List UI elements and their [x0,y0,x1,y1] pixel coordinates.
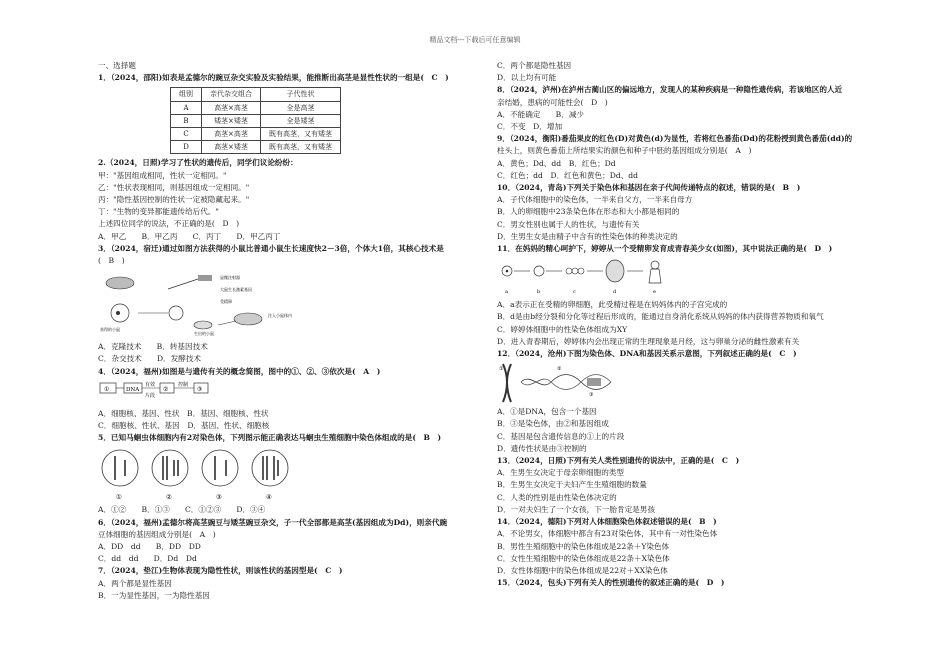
q11-figure [497,257,862,297]
q1-table [170,87,341,154]
label-inject: 注入小鼠体内 [268,313,292,319]
q14-option: B．男性生殖细胞中的染色体组成是22条＋Y染色体 [497,541,670,551]
q2-line: 甲："基因组成相同，性状一定相同。" [98,170,227,180]
q11-stem: 11．在妈妈的精心呵护下，婷婷从一个受精卵发育成青春美少女(如图)，其中说法正确的是( D ) [497,244,833,254]
concept-circle-2: ② [163,385,169,393]
table-row: C 高茎×高茎 既有高茎，又有矮茎 [171,128,341,141]
q6-options: A．DD dd B．DD DD [98,542,201,552]
q10-option: D．生男生女是由精子中含有的性染色体的种类决定的 [497,231,678,241]
svg-text:③: ③ [216,493,222,502]
q2-line: 丁："生物的变异都能遗传给后代。" [98,207,219,217]
label-born-mice: 生出的小鼠 [194,331,214,337]
q15-stem: 15．（2024，包头)下列有关人的性别遗传的叙述正确的是( D ) [497,578,725,588]
svg-text:b: b [537,289,541,296]
q13-option: B．生男生女决定于夫妇产生生殖细胞的数量 [497,480,647,490]
q10-option: B．人的卵细胞中23条染色体在形态和大小都是相同的 [497,207,680,217]
q14-stem: 14．（2024，德阳)下列对人体细胞染色体叙述错误的是( B ) [497,517,717,527]
q6-options: C．dd dd D．Dd Dd [98,554,197,564]
q10-option: C．男女性别也属于人的性状，与遗传有关 [497,219,640,229]
table-row: 组别 亲代杂交组合 子代性状 [171,88,341,101]
q7-option-a: A．两个都是显性基因 [98,578,172,588]
q2-stem: 2.（2024，日照)学习了性状的遗传后，同学们议论纷纷： [98,158,298,168]
q11-option: A．a表示正在受精的卵细胞，此受精过程是在妈妈体内的子宫完成的 [497,300,728,310]
q9-stem-cont: 柱头上，则黄色番茄上所结果实的颜色和种子中胚的基因组成分别是( A ) [497,146,752,156]
q4-stem: 4．（2024，福州)如图是与遗传有关的概念简图，图中的①、②、③依次是( A ) [98,366,381,376]
svg-text:④: ④ [266,493,272,502]
svg-text:①: ① [499,366,504,373]
concept-circle-1: ① [104,385,110,393]
q11-option: B．d是由b经分裂和分化等过程后形成的，能通过自身消化系统从妈妈的体内获得营养物质和氧气 [497,312,824,322]
q12-option: A．①是DNA，包含一个基因 [497,407,597,417]
concept-segment: 片段 [145,392,156,399]
q4-figure [98,380,463,406]
svg-text:②: ② [166,493,172,502]
left-column [98,60,463,602]
q7-option-d: D．以上均有可能 [497,73,557,83]
q12-figure [497,362,862,404]
q9-options: C．红色；dd D．红色和黄色；Dd、dd [497,170,639,180]
svg-text:①: ① [116,493,122,502]
q2-line: 丙："隐性基因控制的性状一定被隐藏起来。" [98,195,250,205]
svg-text:②: ② [557,366,562,373]
q4-options: A．细胞核、基因、性状 B．基因、细胞核、性状 [98,408,269,418]
q3-figure [98,269,463,339]
q5-figure [98,446,463,502]
table-row: B 矮茎×矮茎 全是矮茎 [171,114,341,127]
cell-4 [252,450,288,501]
q12-option: C．基因是包含遗传信息的①上的片段 [497,431,625,441]
q11-option: C．婷婷体细胞中的性染色体组成为XY [497,324,628,334]
cell-1 [102,450,138,501]
q5-options: A．①② B．①③ C．①②③ D．③④ [98,505,266,515]
section-title: 一、选择题 [98,61,136,70]
q14-option: C．女性生殖细胞中的染色体组成是22条＋X染色体 [497,553,670,563]
q2-line: 上述四位同学的说法，不正确的是( D ) [98,219,240,229]
q3-options: C．杂交技术 D．发酵技术 [98,354,202,364]
q12-option: D．遗传性状是由③控制的 [497,443,587,453]
label-result-mouse: 获得的小鼠 [100,327,120,333]
q8-options: C．不变 D．增加 [497,122,563,132]
q14-option: A．不论男女，体细胞中都含有23对染色体，其中有一对性染色体 [497,529,718,539]
q13-option: C．人类的性别是由性染色体决定的 [497,492,617,502]
cell-chromosome-diagram [98,446,298,502]
q12-stem: 12．（2024，沧州)下图为染色体、DNA和基因关系示意图，下列叙述正确的是( C ) [497,349,797,359]
q12-option: B．③是染色体，由②和基因组成 [497,419,609,429]
q3-answer: ( B ) [98,256,125,266]
q7-option-c: C．两个都是隐性基因 [497,61,572,70]
svg-text:③: ③ [589,392,594,399]
q10-stem: 10．（2024，青岛)下列关于染色体和基因在亲子代间传递特点的叙述，错误的是( B ) [497,183,801,193]
label-gene: 大鼠生长激素基因 [220,287,252,293]
chromosome-dna-gene-diagram [497,362,617,404]
q8-stem-cont: 亲结婚，患病的可能性会( D ) [497,97,608,107]
q14-option: D．女性体细胞中的染色体组成是22对＋XX染色体 [497,565,668,575]
label-zygote: 受精卵 [220,299,232,305]
table-row: D 高茎×矮茎 既有高茎，又有矮茎 [171,141,341,154]
q13-option: D．一对夫妇生了一个女孩，下一胎肯定是男孩 [497,504,655,514]
q8-stem: 8．（2024，泸州)在泸州古蔺山区的偏远地方，发现人的某种疾病是一种隐性遗传病，若该地区的人近 [497,85,843,95]
q1-stem: 1．（2024，邵阳)如表是孟德尔的豌豆杂交实验及实验结果，能推断出高茎是显性性状的一组是( C ) [98,73,449,83]
svg-text:d: d [613,289,617,296]
svg-text:a: a [505,289,508,296]
transgenic-mouse-diagram [98,269,338,339]
page-header: 精品文档---下载后可任意编辑 [429,36,521,44]
right-column [497,60,862,589]
concept-circle-3: ③ [197,385,203,393]
q6-stem: 6．（2024，福州)孟德尔将高茎豌豆与矮茎豌豆杂交，子一代全部都是高茎(基因组成为Dd)，则亲代豌 [98,517,448,527]
q8-options: A．不能确定 B．减少 [497,109,585,119]
q4-options: C．细胞核、性状、基因 D．基因、性状、细胞核 [98,421,270,431]
q2-line: 乙："性状表现相同，则基因组成一定相同。" [98,182,250,192]
q7-option-b: B．一为显性基因，一为隐性基因 [98,590,210,600]
q9-stem: 9．（2024，衡阳)番茄果皮的红色(D)对黄色(d)为显性，若将红色番茄(Dd)的花粉授到黄色番茄(dd)的 [497,134,853,144]
q13-option: A．生男生女决定于母亲卵细胞的类型 [497,468,624,478]
q3-stem: 3．（2024，宿迁)通过如图方法获得的小鼠比普通小鼠生长速度快2－3倍，个体大1倍，其核心技术是 [98,243,444,253]
concept-control: 控制 [178,381,189,388]
q6-stem-cont: 豆体细胞的基因组成分别是( A ) [98,529,216,539]
q5-stem: 5．已知马蛔虫体细胞内有2对染色体，下列图示能正确表达马蛔虫生殖细胞中染色体组成的是( B ) [98,433,442,443]
q2-options: A．甲乙 B．甲乙丙 C．丙丁 D．甲乙丙丁 [98,231,281,241]
q7-stem: 7．（2024，垫江)生物体表现为隐性性状，则该性状的基因型是( C ) [98,566,343,576]
concept-has: 有效 [145,381,156,388]
cell-2 [152,450,188,501]
q13-stem: 13．（2024，日照)下列有关人类性别遗传的说法中，正确的是( C ) [497,456,740,466]
label-injector: 显微注射器 [220,275,240,281]
concept-diagram [98,380,218,406]
concept-dna: DNA [126,386,140,393]
development-diagram [497,257,697,297]
q9-options: A．黄色；Dd、dd B．红色；Dd [497,158,616,168]
cell-3 [202,450,238,501]
svg-text:e: e [653,289,656,296]
table-row: A 高茎×高茎 全是高茎 [171,101,341,114]
q3-options: A．克隆技术 B．转基因技术 [98,342,208,352]
q11-option: D．进入青春期后，婷婷体内会出现正常的生理现象是月经，这与卵巢分泌的雌性激素有关 [497,336,800,346]
q10-option: A．子代体细胞中的染色体，一半来自父方，一半来自母方 [497,195,693,205]
svg-text:c: c [573,289,576,296]
